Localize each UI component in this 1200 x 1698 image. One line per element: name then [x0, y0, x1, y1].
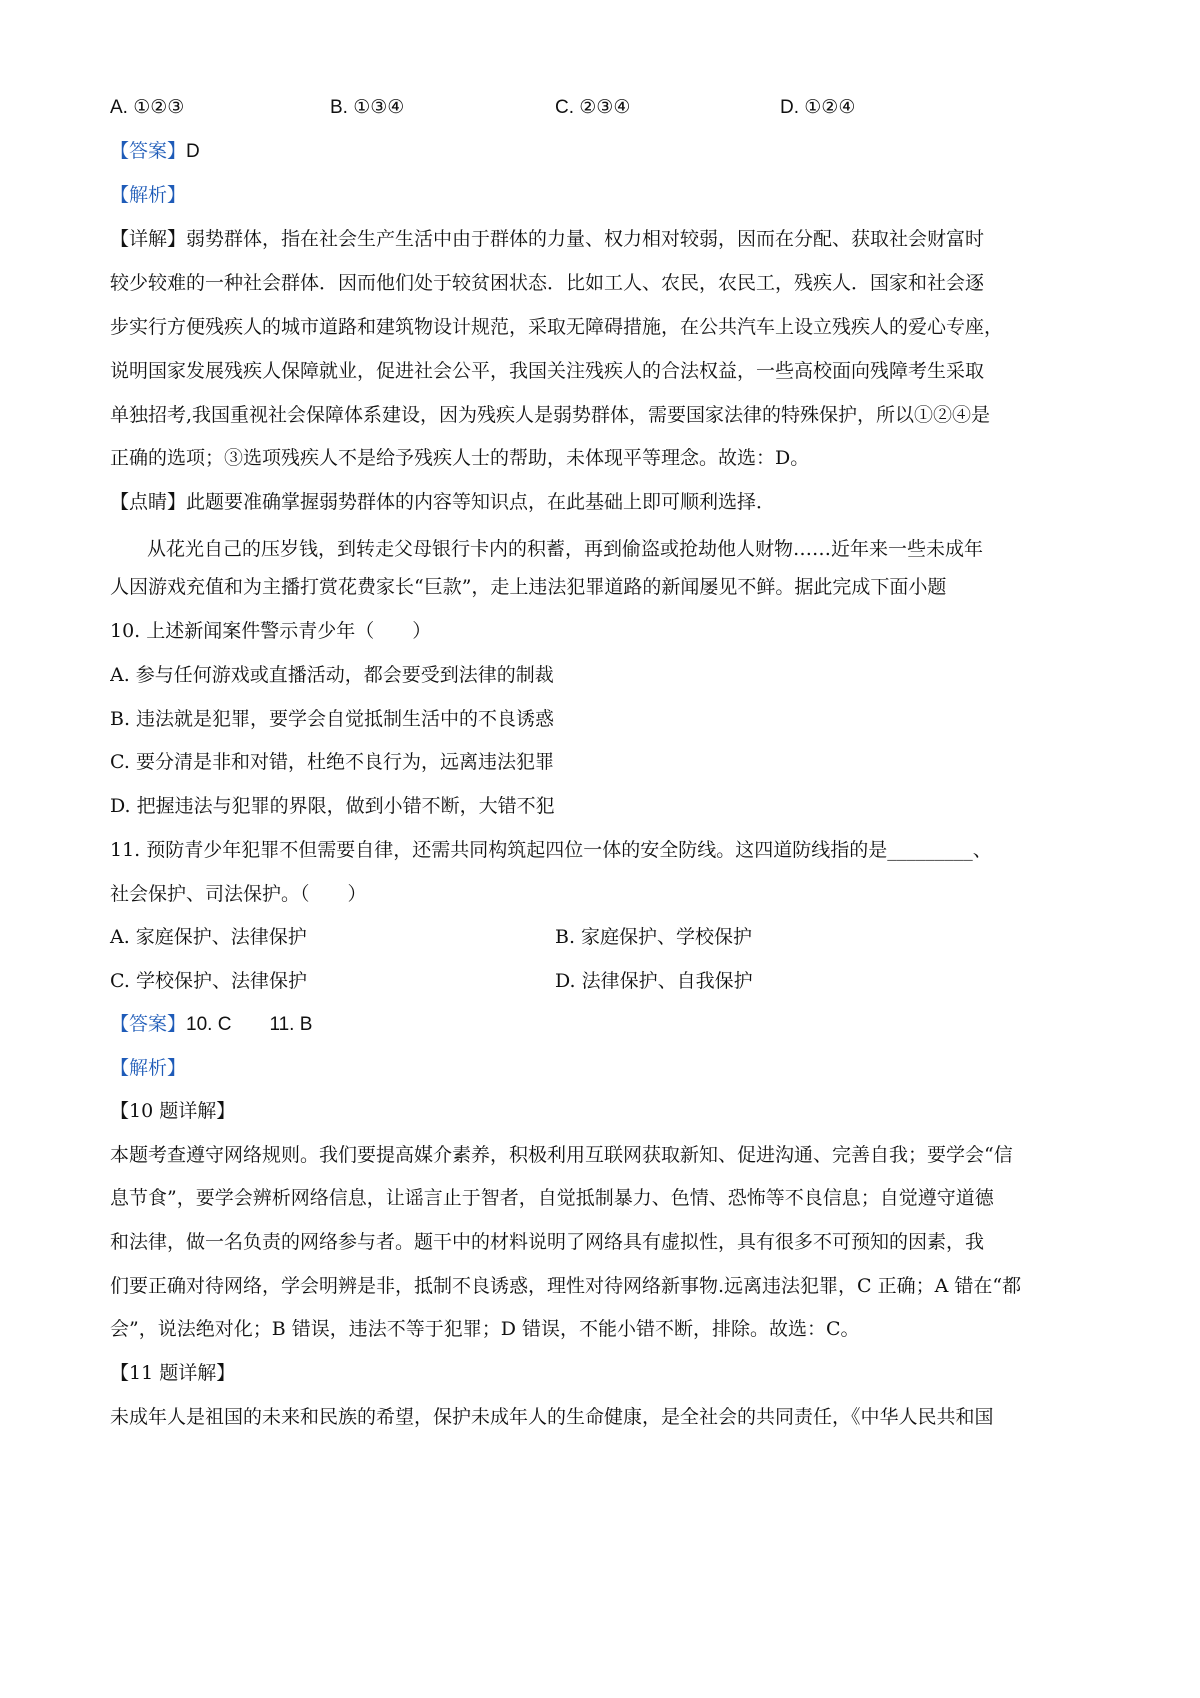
q9-option-c: C. ②③④ — [555, 97, 631, 118]
q9-option-b: B. ①③④ — [330, 97, 405, 118]
q9-option-d: D. ①②④ — [780, 97, 856, 118]
q9-detail-line-1 — [110, 225, 1100, 253]
answers-10-11 — [110, 1010, 1100, 1039]
tip-tag: 【点睛】 — [110, 491, 187, 513]
q9-tip — [110, 488, 1100, 516]
q11-stem-line-1: 11. 预防青少年犯罪不但需要自律，还需共同构筑起四位一体的安全防线。这四道防线指的是_________、 — [110, 839, 992, 861]
q9-detail-line-6: 正确的选项；③选项残疾人不是给予残疾人士的帮助，未体现平等理念。故选：D。 — [110, 447, 810, 469]
detail-11-line-1: 未成年人是祖国的未来和民族的希望，保护未成年人的生命健康，是全社会的共同责任，《中华人民共和国 — [110, 1406, 994, 1428]
q10-option-b: B. 违法就是犯罪，要学会自觉抵制生活中的不良诱惑 — [110, 708, 555, 730]
q9-detail-line-2: 较少较难的一种社会群体．因而他们处于较贫困状态．比如工人、农民，农民工，残疾人．国家和社会逐 — [110, 272, 985, 294]
q9-detail-line-4: 说明国家发展残疾人保障就业，促进社会公平，我国关注残疾人的合法权益，一些高校面向残障考生采取 — [110, 360, 985, 382]
detail-10-line-3: 和法律，做一名负责的网络参与者。题干中的材料说明了网络具有虚拟性，具有很多不可预知的因素，我 — [110, 1231, 985, 1253]
analysis-tag: 【解析】 — [110, 1057, 187, 1079]
q9-detail-line-3: 步实行方便残疾人的城市道路和建筑物设计规范，采取无障碍措施，在公共汽车上设立残疾人的爱心专座， — [110, 316, 1004, 338]
answer-tag: 【答案】 — [110, 140, 187, 162]
detail-10-line-4: 们要正确对待网络，学会明辨是非，抵制不良诱惑，理性对待网络新事物.远离违法犯罪，C 正确；A 错在“都 — [110, 1275, 1022, 1297]
q9-analysis-tag: 【解析】 — [110, 184, 187, 206]
detail-tag: 【详解】 — [110, 228, 187, 250]
answer-tag: 【答案】 — [110, 1013, 187, 1035]
q9-detail-line-5: 单独招考,我国重视社会保障体系建设，因为残疾人是弱势群体，需要国家法律的特殊保护，所以①②④是 — [110, 404, 991, 426]
q11-option-a: A. 家庭保护、法律保护 — [110, 926, 307, 948]
q10-option-a: A. 参与任何游戏或直播活动，都会要受到法律的制裁 — [110, 664, 554, 686]
answer-11: 11. B — [269, 1014, 313, 1035]
q11-option-d: D. 法律保护、自我保护 — [555, 970, 753, 992]
q10-stem: 10. 上述新闻案件警示青少年（ ） — [110, 620, 432, 642]
detail-11-heading: 【11 题详解】 — [110, 1362, 236, 1384]
detail-text: 弱势群体，指在社会生产生活中由于群体的力量、权力相对较弱，因而在分配、获取社会财富时 — [186, 228, 985, 250]
q10-option-d: D. 把握违法与犯罪的界限，做到小错不断，大错不犯 — [110, 795, 555, 817]
answer-10: 10. C — [186, 1014, 232, 1035]
tip-text: 此题要准确掌握弱势群体的内容等知识点，在此基础上即可顺利选择． — [186, 491, 776, 513]
q11-option-b: B. 家庭保护、学校保护 — [555, 926, 753, 948]
detail-10-line-2: 息节食”，要学会辨析网络信息，让谣言止于智者，自觉抵制暴力、色情、恐怖等不良信息；自觉遵守道德 — [110, 1187, 994, 1209]
material-line-1: 从花光自己的压岁钱，到转走父母银行卡内的积蓄，再到偷盗或抢劫他人财物……近年来一些未成年 — [147, 538, 984, 560]
q9-option-a: A. ①②③ — [110, 97, 185, 118]
q11-option-c: C. 学校保护、法律保护 — [110, 970, 307, 992]
material-line-2: 人因游戏充值和为主播打赏花费家长“巨款”，走上违法犯罪道路的新闻屡见不鲜。据此完成下面小题 — [110, 576, 947, 598]
q11-stem-line-2: 社会保护、司法保护。（ ） — [110, 883, 367, 905]
answer-value: D — [186, 141, 200, 162]
detail-10-heading: 【10 题详解】 — [110, 1100, 236, 1122]
q10-option-c: C. 要分清是非和对错，杜绝不良行为，远离违法犯罪 — [110, 751, 554, 773]
detail-10-line-5: 会”，说法绝对化；B 错误，违法不等于犯罪；D 错误，不能小错不断，排除。故选：C。 — [110, 1318, 860, 1340]
q9-answer — [110, 137, 1100, 166]
detail-10-line-1: 本题考查遵守网络规则。我们要提高媒介素养，积极利用互联网获取新知、促进沟通、完善自我；要学会“信 — [110, 1144, 1013, 1166]
